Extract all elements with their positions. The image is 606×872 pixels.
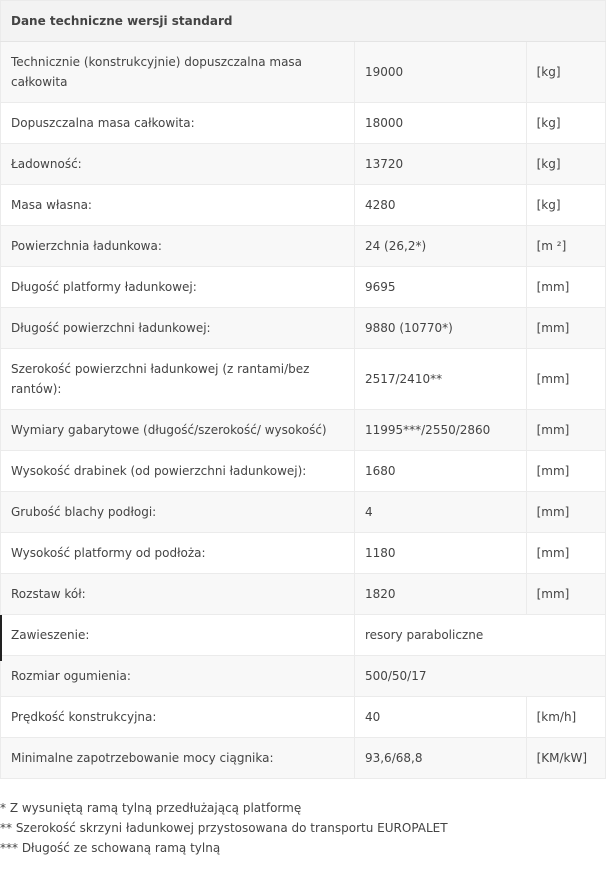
row-value: 2517/2410** xyxy=(354,349,526,410)
row-label: Minimalne zapotrzebowanie mocy ciągnika: xyxy=(1,738,355,779)
row-marker xyxy=(0,615,2,661)
row-unit: [mm] xyxy=(526,410,605,451)
footnotes xyxy=(0,798,606,858)
row-unit: [kg] xyxy=(526,42,605,103)
footnote-2: ** Szerokość skrzyni ładunkowej przystosowana do transportu EUROPALET xyxy=(0,821,448,835)
row-label: Ładowność: xyxy=(1,144,355,185)
row-value: 11995***/2550/2860 xyxy=(354,410,526,451)
row-label: Wysokość platformy od podłoża: xyxy=(1,533,355,574)
row-value: 1180 xyxy=(354,533,526,574)
row-value: 500/50/17 xyxy=(354,656,605,697)
row-label: Masa własna: xyxy=(1,185,355,226)
table-row xyxy=(1,267,606,308)
table-row xyxy=(1,103,606,144)
table-row xyxy=(1,349,606,410)
row-value: 1680 xyxy=(354,451,526,492)
row-value: 19000 xyxy=(354,42,526,103)
row-unit: [mm] xyxy=(526,267,605,308)
row-label: Grubość blachy podłogi: xyxy=(1,492,355,533)
row-value: 9695 xyxy=(354,267,526,308)
table-row xyxy=(1,226,606,267)
table-row xyxy=(1,656,606,697)
table-row xyxy=(1,697,606,738)
row-value: 40 xyxy=(354,697,526,738)
row-unit: [kg] xyxy=(526,103,605,144)
row-label: Dopuszczalna masa całkowita: xyxy=(1,103,355,144)
row-label: Rozstaw kół: xyxy=(1,574,355,615)
table-row xyxy=(1,492,606,533)
row-value: 13720 xyxy=(354,144,526,185)
spec-table-title: Dane techniczne wersji standard xyxy=(1,1,606,42)
row-value: 4 xyxy=(354,492,526,533)
table-row xyxy=(1,308,606,349)
row-unit: [kg] xyxy=(526,144,605,185)
row-value: 1820 xyxy=(354,574,526,615)
row-unit: [mm] xyxy=(526,533,605,574)
table-row xyxy=(1,185,606,226)
table-row xyxy=(1,533,606,574)
row-label: Zawieszenie: xyxy=(1,615,355,656)
row-unit: [KM/kW] xyxy=(526,738,605,779)
row-label: Wymiary gabarytowe (długość/szerokość/ wysokość) xyxy=(1,410,355,451)
row-value: 24 (26,2*) xyxy=(354,226,526,267)
table-row xyxy=(1,574,606,615)
row-value: 4280 xyxy=(354,185,526,226)
table-row xyxy=(1,144,606,185)
row-unit: [mm] xyxy=(526,349,605,410)
row-label: Długość platformy ładunkowej: xyxy=(1,267,355,308)
table-row xyxy=(1,451,606,492)
table-row xyxy=(1,738,606,779)
row-label: Prędkość konstrukcyjna: xyxy=(1,697,355,738)
row-unit: [kg] xyxy=(526,185,605,226)
row-unit: [mm] xyxy=(526,492,605,533)
row-unit: [km/h] xyxy=(526,697,605,738)
row-label: Rozmiar ogumienia: xyxy=(1,656,355,697)
row-label: Technicznie (konstrukcyjnie) dopuszczalna masa całkowita xyxy=(1,42,355,103)
row-label: Szerokość powierzchni ładunkowej (z rantami/bez rantów): xyxy=(1,349,355,410)
row-unit: [mm] xyxy=(526,308,605,349)
row-unit: [m ²] xyxy=(526,226,605,267)
row-unit: [mm] xyxy=(526,451,605,492)
row-label: Wysokość drabinek (od powierzchni ładunkowej): xyxy=(1,451,355,492)
row-value: 93,6/68,8 xyxy=(354,738,526,779)
table-row xyxy=(1,42,606,103)
table-row xyxy=(1,615,606,656)
footnote-1: * Z wysuniętą ramą tylną przedłużającą platformę xyxy=(0,801,302,815)
row-unit: [mm] xyxy=(526,574,605,615)
row-value: 18000 xyxy=(354,103,526,144)
footnote-3: *** Długość ze schowaną ramą tylną xyxy=(0,841,221,855)
table-row xyxy=(1,410,606,451)
row-label: Powierzchnia ładunkowa: xyxy=(1,226,355,267)
row-value: resory paraboliczne xyxy=(354,615,605,656)
row-value: 9880 (10770*) xyxy=(354,308,526,349)
spec-table-header-row xyxy=(1,1,606,42)
row-label: Długość powierzchni ładunkowej: xyxy=(1,308,355,349)
